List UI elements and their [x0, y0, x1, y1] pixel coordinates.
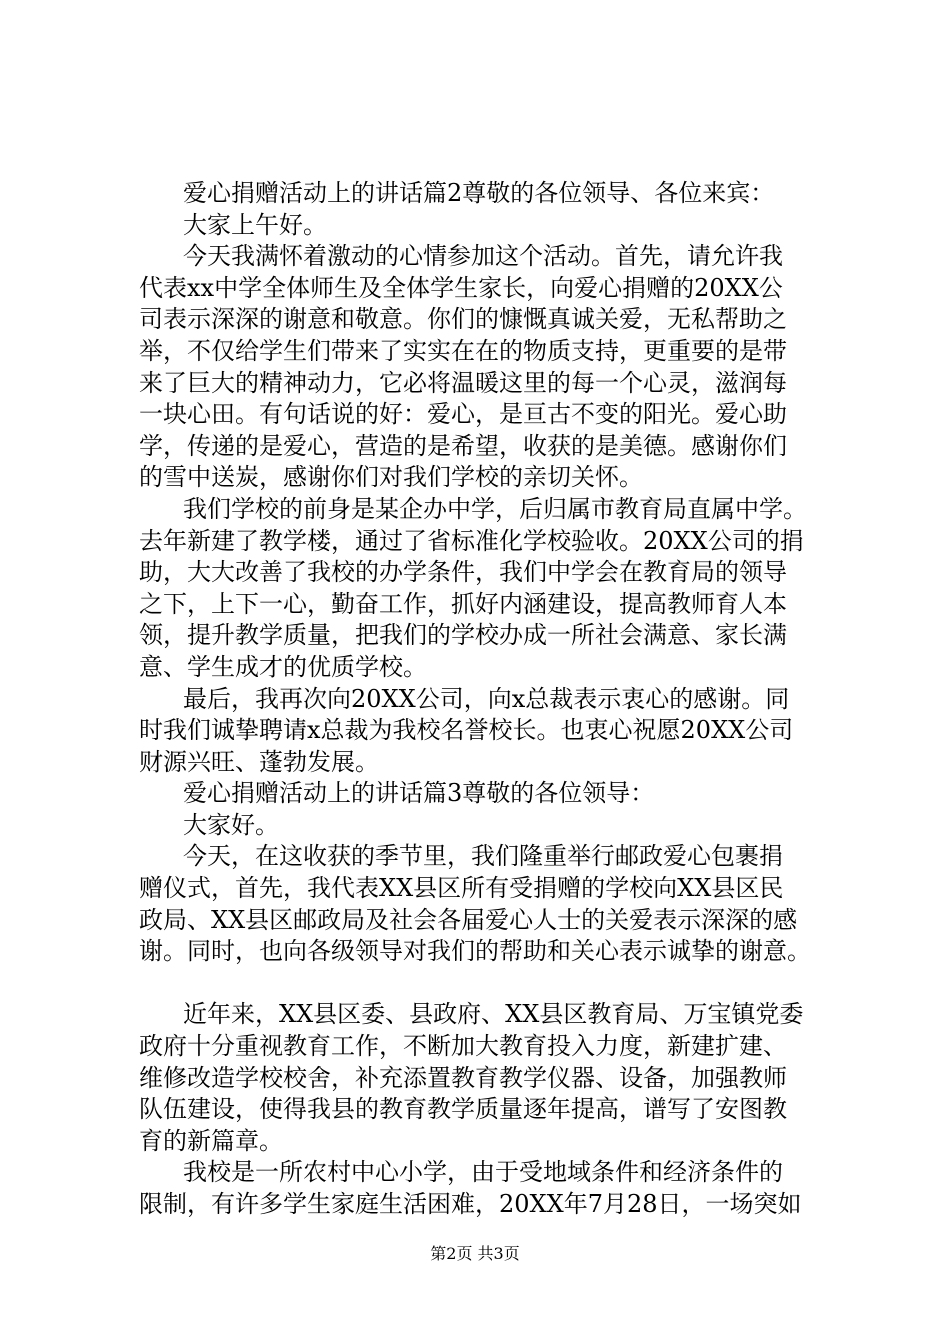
text-line: 我们学校的前身是某企办中学，后归属市教育局直属中学。	[183, 494, 807, 523]
text-line: 司表示深深的谢意和敬意。你们的慷慨真诚关爱，无私帮助之	[139, 305, 787, 334]
section-heading-2: 爱心捐赠活动上的讲话篇2尊敬的各位领导、各位来宾：	[183, 179, 775, 207]
page-number-footer: 第2页 共3页	[430, 1244, 520, 1263]
text-line: 政府十分重视教育工作，不断加大教育投入力度，新建扩建、	[139, 1032, 787, 1061]
blank-line	[139, 968, 839, 1000]
text-line: 去年新建了教学楼，通过了省标准化学校验收。20XX公司的捐	[139, 526, 804, 555]
text-line: 谢。同时，也向各级领导对我们的帮助和关心表示诚挚的谢意。	[139, 937, 811, 966]
text-line: 学，传递的是爱心，营造的是希望，收获的是美德。感谢你们	[139, 431, 787, 460]
text-line: 意、学生成才的优质学校。	[139, 652, 427, 681]
document-body	[139, 178, 839, 1221]
text-line: 我校是一所农村中心小学，由于受地域条件和经济条件的	[183, 1158, 783, 1187]
text-line: 队伍建设，使得我县的教育教学质量逐年提高，谱写了安图教	[139, 1095, 787, 1124]
text-line: 限制，有许多学生家庭生活困难，20XX年7月28日，一场突如	[139, 1190, 802, 1218]
greeting-line: 大家好。	[183, 810, 279, 839]
text-line: 举，不仅给学生们带来了实实在在的物质支持，更重要的是带	[139, 336, 787, 365]
text-line: 最后，我再次向20XX公司，向x总裁表示衷心的感谢。同	[183, 684, 790, 713]
text-line: 时我们诚挚聘请x总裁为我校名誉校长。也衷心祝愿20XX公司	[139, 716, 794, 745]
text-line: 代表xx中学全体师生及全体学生家长，向爱心捐赠的20XX公	[139, 273, 783, 302]
text-line: 领，提升教学质量，把我们的学校办成一所社会满意、家长满	[139, 621, 787, 650]
text-line: 来了巨大的精神动力，它必将温暖这里的每一个心灵，滋润每	[139, 368, 787, 397]
text-line: 政局、XX县区邮政局及社会各届爱心人士的关爱表示深深的感	[139, 905, 798, 934]
text-line: 赠仪式，首先，我代表XX县区所有受捐赠的学校向XX县区民	[139, 874, 784, 903]
text-line: 财源兴旺、蓬勃发展。	[139, 747, 379, 776]
text-line: 近年来，XX县区委、县政府、XX县区教育局、万宝镇党委	[183, 1000, 804, 1029]
greeting-line: 大家上午好。	[183, 210, 327, 239]
text-line: 之下，上下一心，勤奋工作，抓好内涵建设，提高教师育人本	[139, 589, 787, 618]
text-line: 一块心田。有句话说的好：爱心，是亘古不变的阳光。爱心助	[139, 400, 787, 429]
text-line: 育的新篇章。	[139, 1126, 283, 1155]
text-line: 今天我满怀着激动的心情参加这个活动。首先，请允许我	[183, 242, 783, 271]
text-line: 维修改造学校校舍，补充添置教育教学仪器、设备，加强教师	[139, 1063, 787, 1092]
text-line: 的雪中送炭，感谢你们对我们学校的亲切关怀。	[139, 463, 643, 492]
section-heading-3: 爱心捐赠活动上的讲话篇3尊敬的各位领导：	[183, 779, 655, 808]
text-line: 助，大大改善了我校的办学条件，我们中学会在教育局的领导	[139, 558, 787, 587]
text-line: 今天，在这收获的季节里，我们隆重举行邮政爱心包裹捐	[183, 842, 783, 871]
